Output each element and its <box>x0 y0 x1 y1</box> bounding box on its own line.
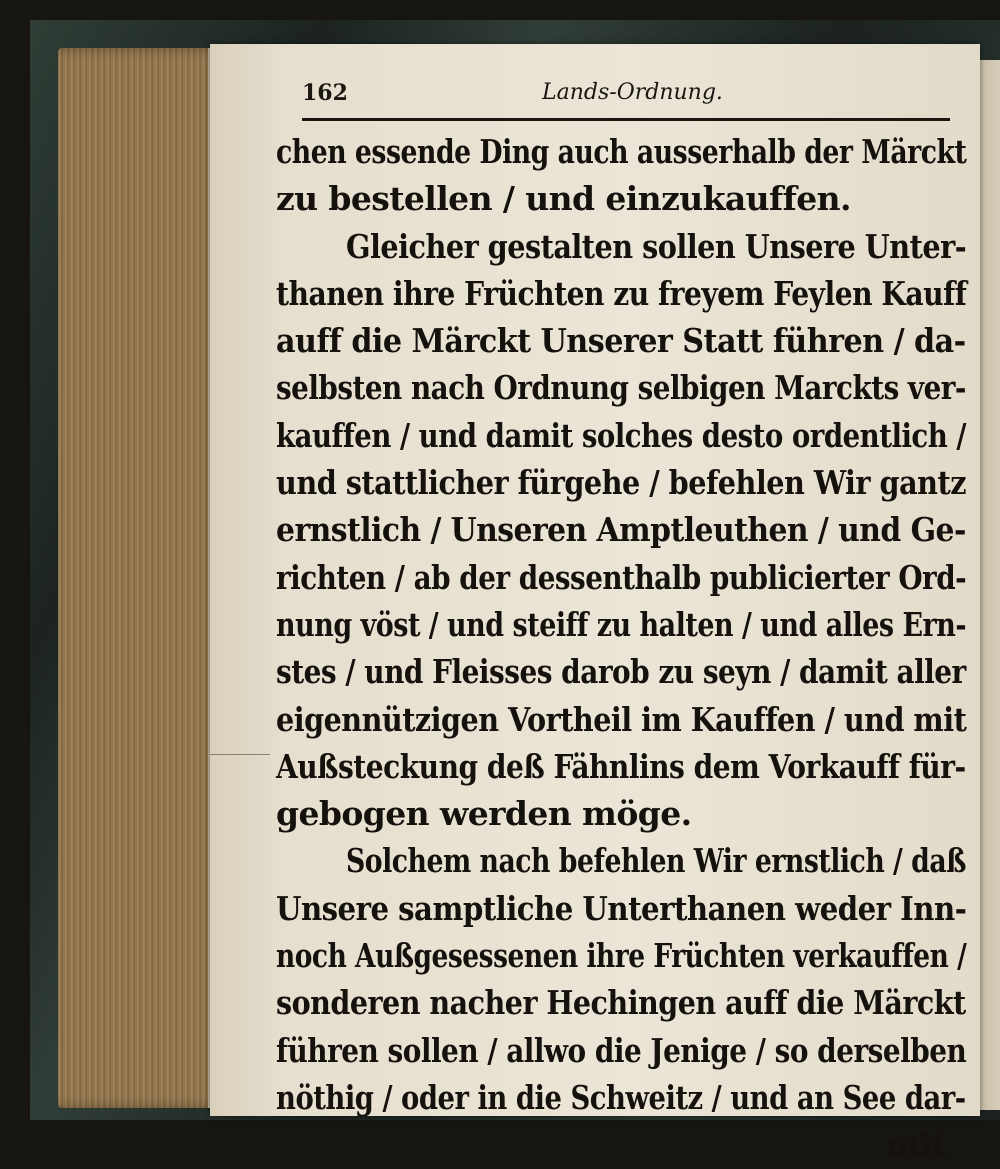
text-line: sonderen nacher Hechingen auff die Märckt <box>276 983 966 1023</box>
text-line: Solchem nach befehlen Wir ernstlich / daß <box>346 841 966 881</box>
body-text <box>276 128 966 1169</box>
running-head: Lands-Ordnung. <box>542 80 723 105</box>
text-line: und stattlicher fürgehe / befehlen Wir gantz <box>276 463 967 503</box>
text-line: Außsteckung deß Fähnlins dem Vorkauff für- <box>276 746 966 786</box>
text-line: auff die Märckt Unserer Statt führen / da- <box>276 321 966 361</box>
text-line: chen essende Ding auch ausserhalb der Märckt <box>276 132 967 171</box>
margin-mark <box>210 754 270 761</box>
text-line: ernstlich / Unseren Amptleuthen / und Ge- <box>276 510 966 550</box>
header-rule <box>302 118 950 121</box>
text-line: eigennützigen Vortheil im Kauffen / und mit <box>276 699 967 739</box>
text-line: zu bestellen / und einzukauffen. <box>276 179 851 219</box>
text-line: mit <box>885 1125 946 1165</box>
text-line: richten / ab der dessenthalb publicierter Ord- <box>276 557 967 597</box>
text-line: stes / und Fleisses darob zu seyn / damit aller <box>276 652 966 692</box>
text-line: selbsten nach Ordnung selbigen Marckts ver- <box>276 368 966 408</box>
page-block-edge <box>58 48 233 1108</box>
text-line: führen sollen / allwo die Jenige / so derselben <box>276 1030 967 1070</box>
text-line: Gleicher gestalten sollen Unsere Unter- <box>346 226 967 266</box>
text-line: thanen ihre Früchten zu freyem Feylen Kauff <box>276 273 967 313</box>
text-line: Unsere samptliche Unterthanen weder Inn- <box>276 888 967 928</box>
book-page <box>210 44 980 1165</box>
text-line: nung vöst / und steiff zu halten / und alles Ern- <box>276 604 967 644</box>
page-header <box>302 80 952 110</box>
text-line: nöthig / oder in die Schweitz / und an See dar- <box>276 1077 966 1117</box>
text-line: noch Außgesessenen ihre Früchten verkauffen / <box>276 936 967 976</box>
text-line: gebogen werden möge. <box>276 794 692 834</box>
page-number: 162 <box>302 80 348 106</box>
text-line: kauffen / und damit solches desto ordentlich / <box>276 415 966 455</box>
